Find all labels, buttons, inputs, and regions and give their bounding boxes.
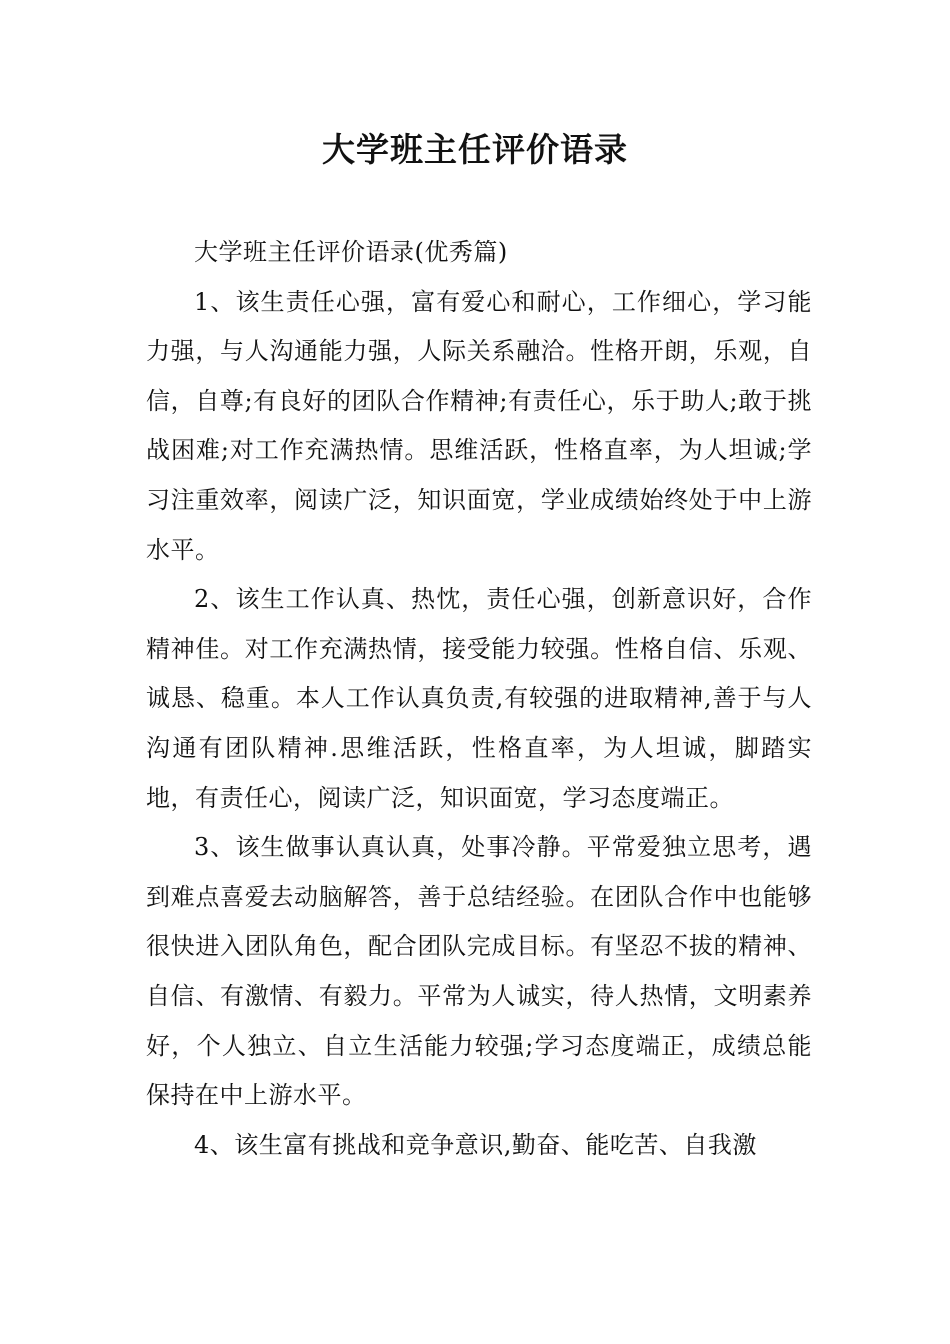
- paragraph-4: 4、该生富有挑战和竞争意识,勤奋、能吃苦、自我激: [194, 1130, 757, 1159]
- paragraph-1: 1、该生责任心强，富有爱心和耐心，工作细心，学习能力强，与人沟通能力强，人际关系融洽。性格开朗，乐观，自信，自尊;有良好的团队合作精神;有责任心，乐于助人;敢于挑战困难;对工作充满热情。思维活跃，性格直率，为人坦诚;学习注重效率，阅读广泛，知识面宽，学业成绩始终处于中上游水平。: [146, 287, 812, 564]
- document-title: 大学班主任评价语录: [322, 130, 628, 169]
- paragraph-3: 3、该生做事认真认真，处事冷静。平常爱独立思考，遇到难点喜爱去动脑解答，善于总结经验。在团队合作中也能够很快进入团队角色，配合团队完成目标。有坚忍不拔的精神、自信、有激情、有毅力。平常为人诚实，待人热情，文明素养好，个人独立、自立生活能力较强;学习态度端正，成绩总能保持在中上游水平。: [146, 833, 812, 1110]
- paragraph-2: 2、该生工作认真、热忱，责任心强，创新意识好，合作精神佳。对工作充满热情，接受能力较强。性格自信、乐观、诚恳、稳重。本人工作认真负责,有较强的进取精神,善于与人沟通有团队精神.思维活跃，性格直率，为人坦诚，脚踏实地，有责任心，阅读广泛，知识面宽，学习态度端正。: [146, 585, 812, 812]
- subtitle-paragraph: 大学班主任评价语录(优秀篇): [194, 238, 508, 266]
- document-body: [146, 228, 812, 1170]
